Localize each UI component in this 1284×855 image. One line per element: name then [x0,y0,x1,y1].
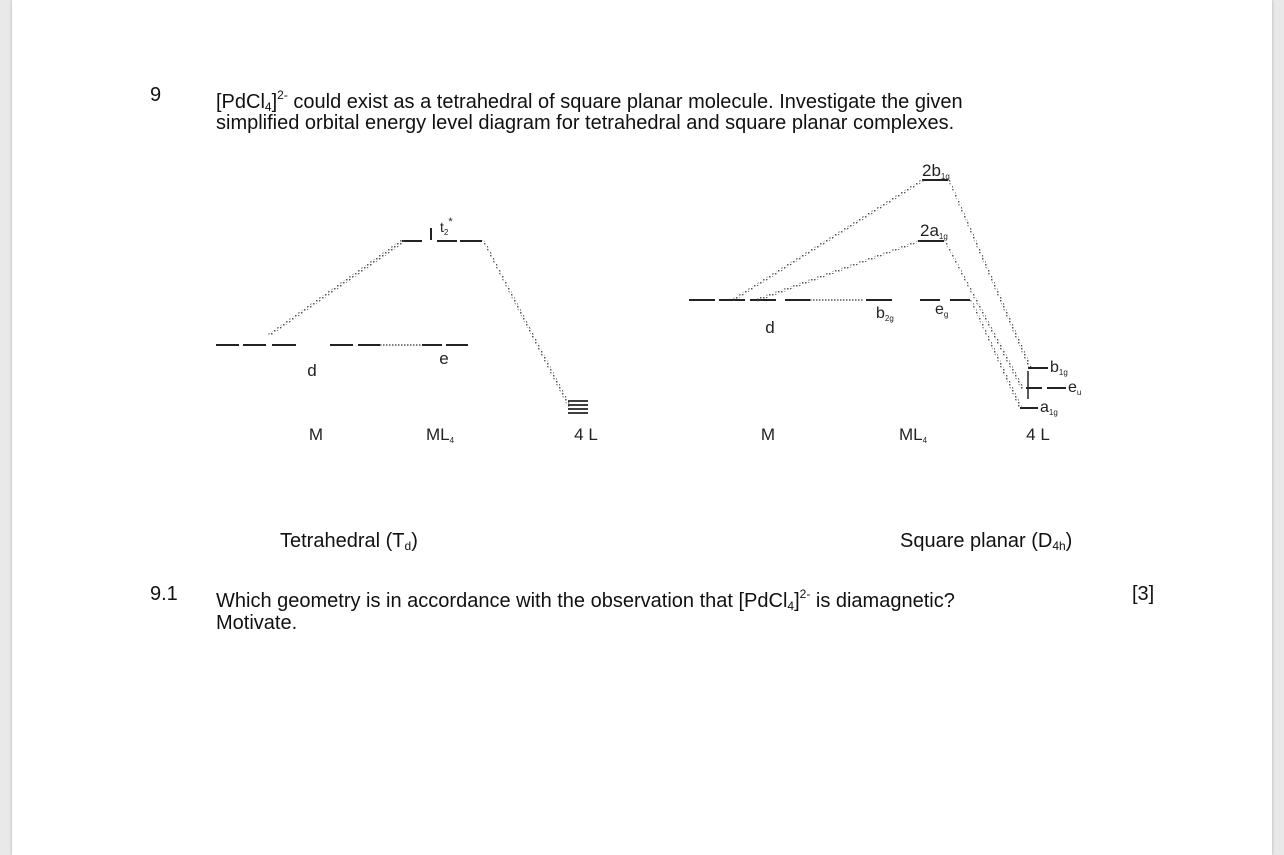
sqp-label-2a1g: 2a1g [920,221,948,241]
sqp-label-eg: eg [935,301,949,319]
sqp-label-lig-a1g: a1g [1040,399,1058,417]
document-page [12,0,1272,855]
question-text-line-2: simplified orbital energy level diagram for tetrahedral and square planar complexes. [216,112,955,134]
tetra-label-t2: $t_2^*$ [440,216,453,237]
square-planar-diagram [689,161,1081,445]
sqp-axis-metal: M [760,425,776,444]
marks-allocation: [3] [1132,583,1155,605]
tetra-label-e: e [439,349,449,368]
question-number: 9 [150,84,162,106]
subquestion-number: 9.1 [150,583,178,605]
question-text-rest: could exist as a tetrahedral of square planar molecule. Investigate the given [287,91,963,113]
sqp-label-lig-b1g: b1g [1050,359,1068,377]
tetra-axis-complex: ML4 [426,425,455,445]
tetra-d-to-t2-connector [268,239,405,336]
sqp-eg-to-a1g-connector [970,300,1022,408]
tetra-t2-to-ligand-connector [482,240,572,409]
sqp-label-b2g: b2g [876,305,894,323]
tetrahedral-caption: Tetrahedral $(T_d)$ [280,530,418,553]
tetra-axis-ligand: 4 L [574,425,598,444]
subquestion-text-line-2: Motivate. [216,612,298,634]
tetra-label-d: d [307,361,317,380]
formula-open: [PdCl [216,91,265,113]
sqp-label-d: d [765,318,775,337]
square-planar-caption: Square planar $(D_{4h})$ [900,530,1073,553]
sqp-d-to-2b1g-connector [732,179,924,301]
formula-close: ] [271,91,278,113]
sqp-label-2b1g: 2b1g [922,161,950,181]
sqp-label-lig-eu: eu [1068,379,1082,397]
formula-charge: 2- [277,88,288,102]
tetra-axis-metal: M [308,425,324,444]
orbital-diagrams [202,150,1202,450]
sqp-axis-ligand: 4 L [1026,425,1050,444]
tetrahedral-diagram [216,216,598,445]
subquestion-text-line-1: Which geometry is in accordance with the observation that [PdCl$_4$]$^{2-}$ is diamagnetic? [216,587,955,613]
formula-subscript: 4 [264,100,272,114]
sqp-axis-complex: ML4 [899,425,928,445]
